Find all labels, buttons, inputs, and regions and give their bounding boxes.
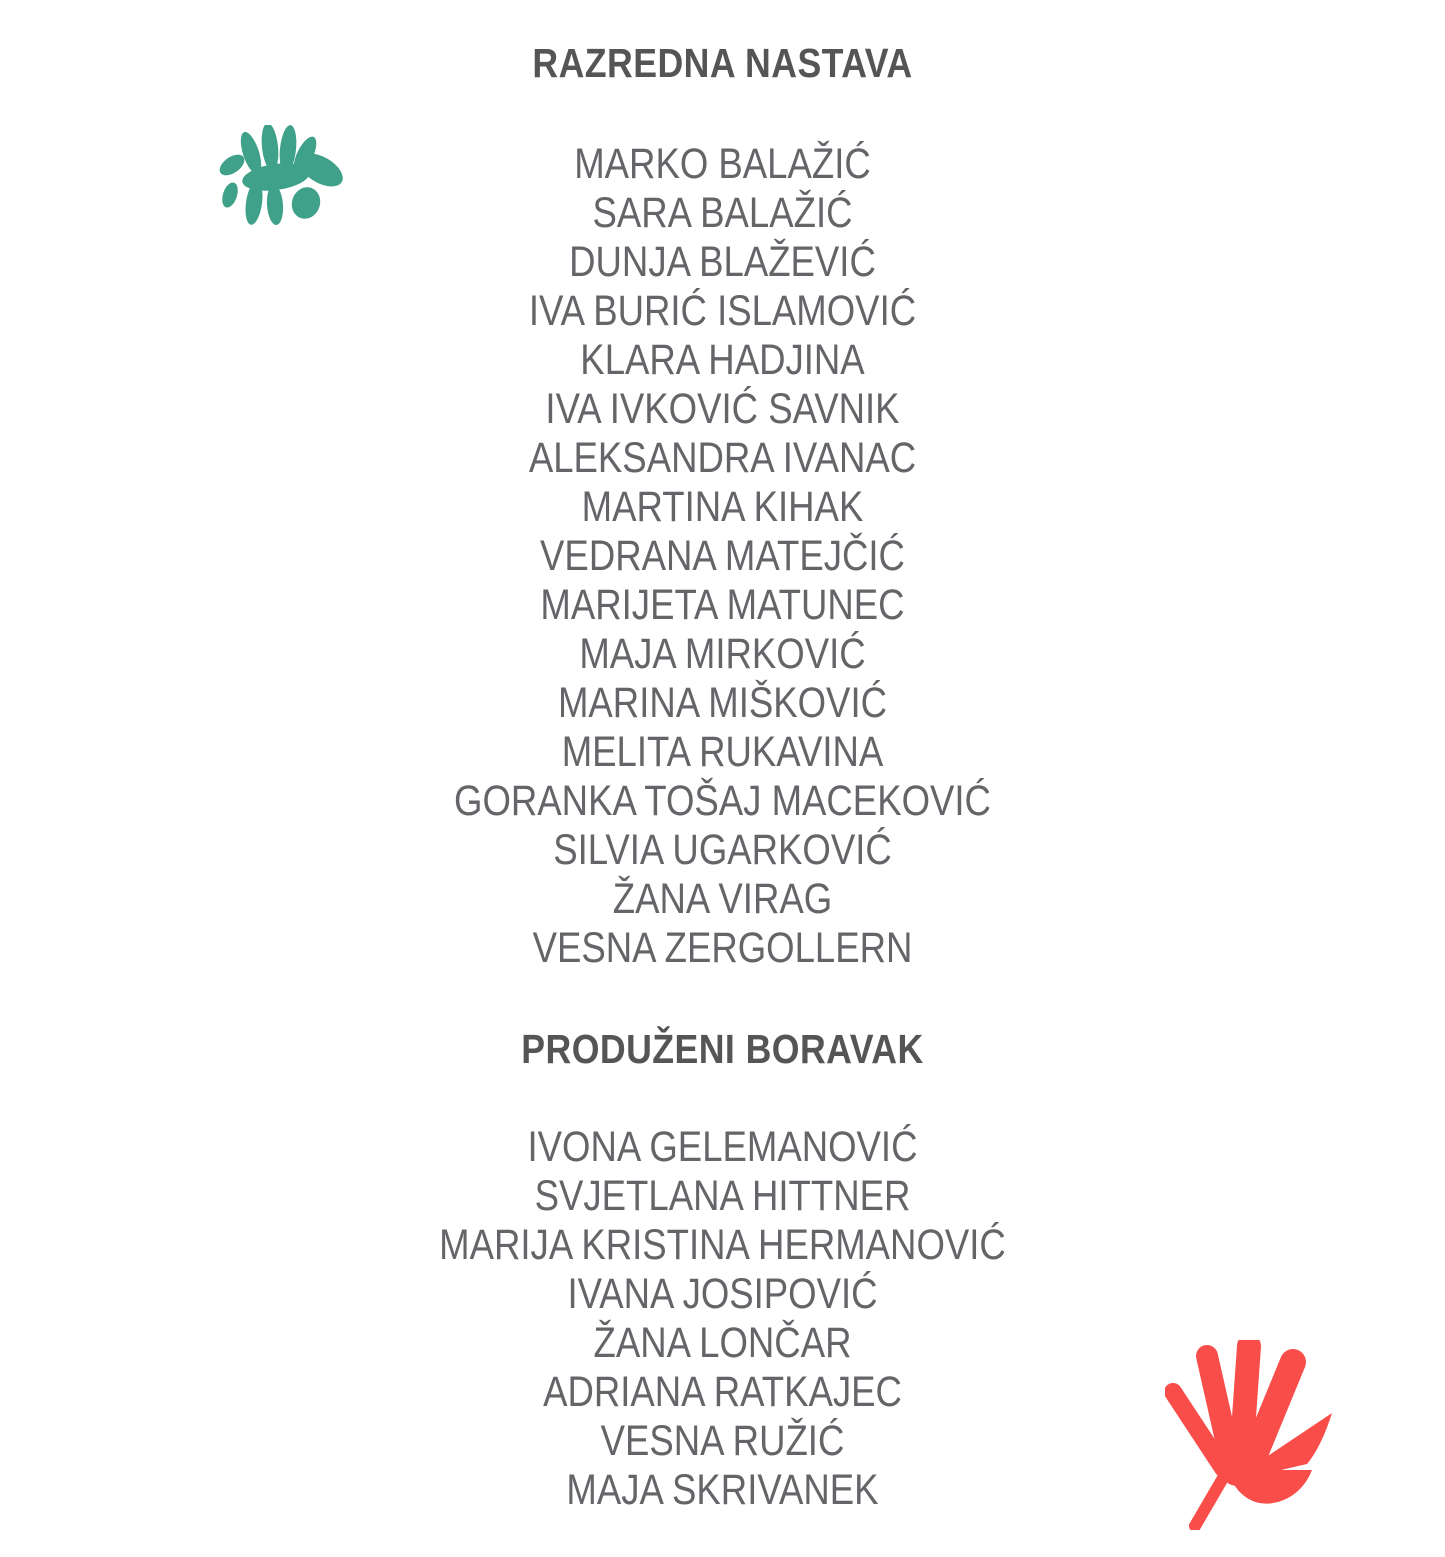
list-item: SARA BALAŽIĆ	[592, 189, 853, 237]
name-list-razredna-nastava	[108, 140, 1336, 973]
list-item: MARTINA KIHAK	[581, 483, 864, 531]
list-item: ŽANA LONČAR	[593, 1319, 852, 1367]
list-item: MAJA SKRIVANEK	[566, 1466, 879, 1514]
list-item: MARIJA KRISTINA HERMANOVIĆ	[439, 1221, 1006, 1269]
list-item: GORANKA TOŠAJ MACEKOVIĆ	[454, 777, 991, 825]
list-item: MARIJETA MATUNEC	[540, 581, 905, 629]
list-item: ADRIANA RATKAJEC	[543, 1368, 902, 1416]
list-item: ŽANA VIRAG	[612, 875, 833, 923]
list-item: DUNJA BLAŽEVIĆ	[569, 238, 876, 286]
list-item: SILVIA UGARKOVIĆ	[553, 826, 892, 874]
list-item: MARINA MIŠKOVIĆ	[557, 679, 888, 727]
section-title-produzeni-boravak: PRODUŽENI BORAVAK	[521, 1026, 924, 1072]
list-item: MAJA MIRKOVIĆ	[579, 630, 866, 678]
list-item: SVJETLANA HITTNER	[534, 1172, 911, 1220]
list-item: IVA BURIĆ ISLAMOVIĆ	[528, 287, 917, 335]
list-item: KLARA HADJINA	[580, 336, 865, 384]
coral-fan-leaf-icon	[1165, 1340, 1332, 1530]
list-item: VEDRANA MATEJČIĆ	[540, 532, 905, 580]
list-item: IVONA GELEMANOVIĆ	[527, 1123, 918, 1171]
list-item: MARKO BALAŽIĆ	[574, 140, 871, 188]
list-item: IVA IVKOVIĆ SAVNIK	[545, 385, 900, 433]
list-item: MELITA RUKAVINA	[561, 728, 884, 776]
list-item: ALEKSANDRA IVANAC	[528, 434, 917, 482]
list-item: IVANA JOSIPOVIĆ	[567, 1270, 878, 1318]
list-item: VESNA RUŽIĆ	[600, 1417, 845, 1465]
list-item: VESNA ZERGOLLERN	[532, 924, 913, 972]
section-title-razredna-nastava: RAZREDNA NASTAVA	[532, 40, 913, 86]
name-list-produzeni-boravak	[108, 1123, 1336, 1515]
